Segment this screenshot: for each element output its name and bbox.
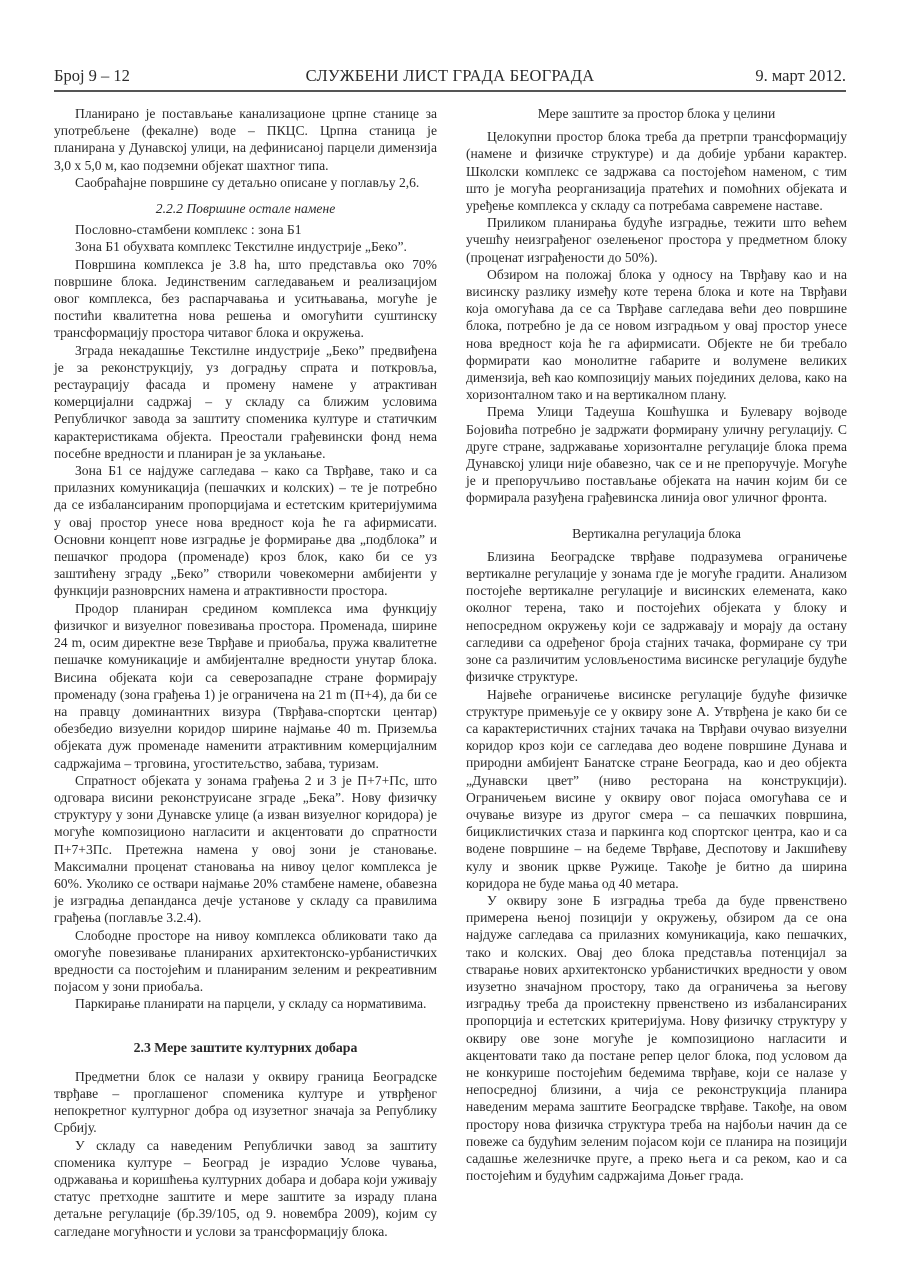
paragraph: Обзиром на положај блока у односу на Тврђаву као и на висинску разлику између коте терена блока и коте на Тврђави која омогућава да се са Тврђаве сагледава већи део површине блока, потребно је да се новом изградњом у овај простор унесе нова вредност која ће га афирмисати. Објекте не би требало формирати као монолитне габарите и волумене великих димензија, већ као композицију мањих појединих делова, како на хоризонталном тако и на вертикалном плану. — [466, 266, 847, 403]
paragraph: Целокупни простор блока треба да претрпи трансформацију (намене и физичке структуре) и да добије урбани карактер. Школски комплекс се задржава са постојећом наменом, с тим што је могућа реорганизација пратећих и помоћних објеката и уређење комплекса у складу са потребама савремене наставе. — [466, 129, 847, 214]
subsection-heading-vertical-regulation: Вертикална регулација блока — [572, 525, 741, 541]
paragraph: У складу са наведеним Републички завод за заштиту споменика културе – Београд је израдио Услове чувања, одржавања и коришћења културних добара и добара који уживају статус претходне заштите и мере заштите за израду плана детаљне регулације (бр.39/105, од 9. новембра 2009), којим су сагледане могућности и услови за трансформацију блока. — [54, 1137, 437, 1239]
paragraph: Пословно-стамбени комплекс : зона Б1 — [75, 222, 302, 238]
paragraph: Зона Б1 се најдуже сагледава – како са Тврђаве, тако и са прилазних комуникација (пешачких и колских) – те је потребно да се избалансираним пропорцијама и естетским критеријумима у овај простор унесе нова вредност која ће га афирмисати. Основни концепт нове изградње је формирање два „подблока” и пешачког продора (променаде) кроз блок, како би се уз заштићену зграду „Беко” створили човекомерни амбијенти у функцији разноврсних намена и атрактивности простора. — [54, 463, 437, 599]
section-heading-2-2-2: 2.2.2 Површине остале намене — [155, 201, 336, 217]
paragraph: Продор планиран средином комплекса има функцију физичког и визуелног повезивања простора. Променада, ширине 24 m, осим директне везе Тврђаве и приобаља, пружа квалитетне пешачке комуникације и амбијенталне вредности унутар блока. Висина објеката који са северозападне стране формирају променаду (зона грађења 1) је ограничена на 21 m (П+4), да би се на правцу доминантних визура (Тврђава-спортски центар) обезбедио визуелни коридор ширине најмање 40 m. Приземља објеката дуж променаде наменити атрактивним комерцијалним садржајима – трговина, угоститељство, забава, туризам. — [54, 600, 437, 771]
publication-date: 9. март 2012. — [755, 66, 846, 85]
paragraph: Спратност објеката у зонама грађења 2 и 3 је П+7+Пс, што одговара висини реконструисане зграде „Бека”. Нову физичку структуру у зони Дунавске улице (а изван визуелног коридора) је могуће композиционо нагласити и акцентовати до спратности П+7+3Пс. Претежна намена у овој зони је становање. Максимални проценат становања на нивоу целог комплекса је 60%. Уколико се оствари најмање 20% стамбене намене, обавезна је изградња депанданса дечје установе у складу са правилима грађења (поглавље 3.2.4). — [54, 772, 437, 926]
paragraph: Планирано је постављање канализационе црпне станице за употребљене (фекалне) воде – ПКЦС. Црпна станица је планирана у Дунавској улици, на дефинисаној парцели димензија 3,0 х 5,0 м, као подземни објекат шахтног типа. — [54, 106, 437, 173]
publication-title: СЛУЖБЕНИ ЛИСТ ГРАДА БЕОГРАДА — [305, 66, 595, 85]
paragraph: У оквиру зоне Б изградња треба да буде првенствено примерена њеној позицији у окружењу, обзиром да се она најдуже сагледава са прилазних комуникација, како пешачких, тако и колских. Овај део блока представља потенцијал за стварање нових архитектонско урбанистичких вредности у овом изузетно значајном простору, тако да ограничења за његову изградњу треба да проистекну првенствено из избалансираних пропорција и естетских критеријума. Нову физичку структуру у оквиру ове зоне могуће је композиционо нагласити и акцентовати тако да постане репер целог блока, под условом да не конкурише постојећим бедемима тврђаве, који се налазе у непосредној близини, а чија се реконструкција планира наведеним мерама заштите Београдске тврђаве. Такође, на овом простору нова физичка структура треба на најбољи начин да се повеже са будућим зеленим појасом који се планира на позицији садашње железничке пруге, а преко њега и са реком, као и са постојећим и будућим садржајима Доњег града. — [466, 892, 847, 1184]
paragraph: Саобраћајне површине су детаљно описане у поглављу 2,6. — [75, 174, 420, 190]
subsection-heading-block-protection: Мере заштите за простор блока у целини — [537, 106, 776, 121]
paragraph: Предметни блок се налази у оквиру граница Београдске тврђаве – проглашеног споменика културе и утврђеног непокретног културног добра од изузетног значаја за Републику Србију. — [54, 1068, 437, 1136]
paragraph: Зона Б1 обухвата комплекс Текстилне индустрије „Беко”. — [75, 239, 407, 255]
paragraph: Паркирање планирати на парцели, у складу са нормативима. — [75, 996, 427, 1012]
right-column — [466, 105, 847, 1184]
paragraph: Површина комплекса је 3.8 ha, што представља око 70% површине блока. Јединственим сагледавањем и реализацијом овог комплекса, без распарчавања и уситњавања, могуће је постићи квалитетна нова решења и омогућити суштинску трансформацију простора читавог блока и окружења. — [54, 256, 437, 341]
issue-number: Број 9 – 12 — [54, 66, 130, 85]
header-rule — [54, 90, 846, 92]
paragraph: Према Улици Тадеуша Кошћушка и Булевару војводе Бојовића потребно је задржати формирану уличну регулацију. С друге стране, задржавање хоризонталне регулације блока према Дунавској улици није обавезно, чак се и не препоручује. Могуће је и препоручљиво постављање објеката на начин којим би се формирала разуђена грађевинска линија овог уличног фронта. — [466, 404, 847, 506]
paragraph: Близина Београдске тврђаве подразумева ограничење вертикалне регулације у зонама где је могуће градити. Анализом постојеће вертикалне регулације и висинских елемената, како околног терена, тако и постојећих објеката у блоку и непосредном окружењу који се задржавају и морају да остану сагледиви са одређеног броја стајних тачака, формиране су три зоне са различитим условљеностима висинске регулације будуће физичке структуре. — [466, 548, 847, 685]
paragraph: Зграда некадашње Текстилне индустрије „Беко” предвиђена је за реконструкцију, уз доградњу спрата и поткровља, рестаурацију фасада и промену намене у атрактиван комерцијални садржај – у складу са ближим условима Републичког завода за заштиту споменика културе и статичким карактеристикама објекта. Преостали грађевински фонд нема посебне вредности и планиран је за уклањање. — [54, 342, 437, 461]
paragraph: Слободне просторе на нивоу комплекса обликовати тако да омогуће повезивање планираних архитектонско-урбанистичких вредности са постојећим и планираним зеленим и рекреативним појасом у зони приобаља. — [54, 927, 437, 995]
paragraph: Највеће ограничење висинске регулације будуће физичке структуре примењује се у оквиру зоне А. Утврђена је како би се са карактеристичних стајних тачака на Тврђави очувао визуелни коридор кроз који се сагледава део водене површине Дунава и природни амбијент Банатске стране Београда, као и део објекта „Дунавски цвет” (ниво ресторана на конструкцији). Ограничењем висине у оквиру овог појаса омогућава се и очување визуре из другог смера – са пешачких површина, бициклистичких стаза и паркинга код спортског центра, као и са водене површине – на бедеме Тврђаве, Деспотову и Јакшићеву кулу и звоник цркве Ружице. Такође је битно да ширина коридора не буде мања од 40 метара. — [466, 686, 847, 891]
page-header — [54, 66, 846, 90]
section-heading-2-3: 2.3 Мере заштите културних добара — [133, 1039, 358, 1055]
left-column — [54, 105, 437, 1240]
paragraph: Приликом планирања будуће изградње, тежити што већем учешћу неизграђеног озелењеног простора у предметном блоку (проценат изграђености до 50%). — [466, 215, 847, 265]
